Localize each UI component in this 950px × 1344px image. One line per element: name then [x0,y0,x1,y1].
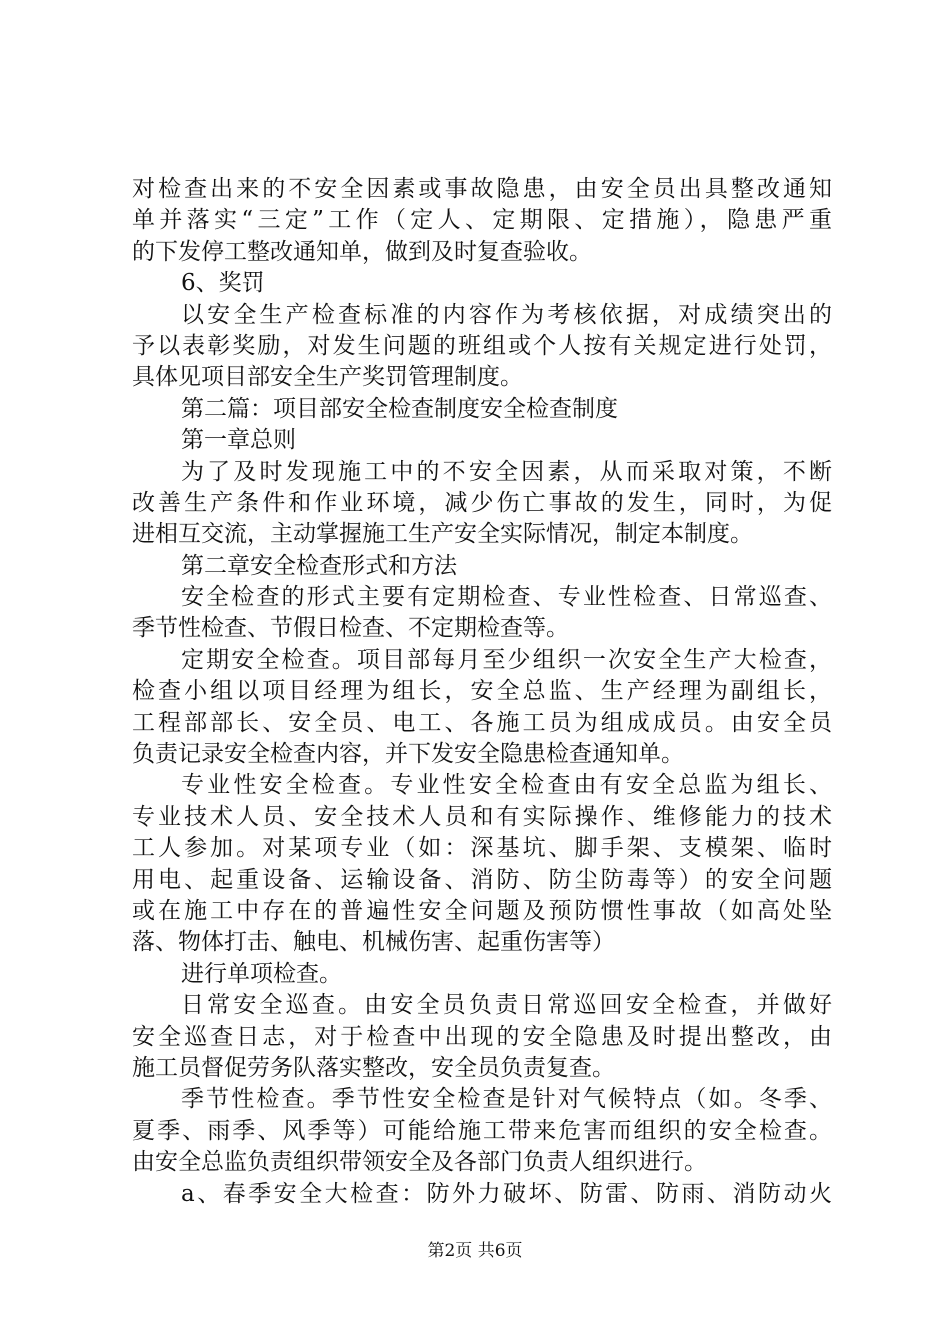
text-line: 第二篇：项目部安全检查制度安全检查制度 [181,395,618,422]
text-line: 季节性检查。季节性安全检查是针对气候特点（如。冬季、 [181,1086,832,1113]
text-line: 用电、起重设备、运输设备、消防、防尘防毒等）的安全问题 [132,866,832,893]
text-line: 季节性检查、节假日检查、不定期检查等。 [132,615,569,642]
text-line: 专业性安全检查。专业性安全检查由有安全总监为组长、 [181,772,832,799]
text-line: 工程部部长、安全员、电工、各施工员为组成成员。由安全员 [132,709,832,736]
text-line: 专业技术人员、安全技术人员和有实际操作、维修能力的技术 [132,803,832,830]
text-line: 安全检查的形式主要有定期检查、专业性检查、日常巡查、 [181,584,832,611]
text-line: 第一章总则 [181,427,296,454]
text-line: 以安全生产检查标准的内容作为考核依据，对成绩突出的 [181,301,832,328]
text-line: 予以表彰奖励，对发生问题的班组或个人按有关规定进行处罚， [132,332,832,359]
text-line: 施工员督促劳务队落实整改，安全员负责复查。 [132,1054,615,1081]
text-line: 进行单项检查。 [181,960,342,987]
text-line: 工人参加。对某项专业（如：深基坑、脚手架、支模架、临时 [132,835,832,862]
text-line: 第二章安全检查形式和方法 [181,552,457,579]
text-line: 进相互交流，主动掌握施工生产安全实际情况，制定本制度。 [132,521,753,548]
text-line: 负责记录安全检查内容，并下发安全隐患检查通知单。 [132,741,684,768]
text-line: 落、物体打击、触电、机械伤害、起重伤害等） [132,929,615,956]
text-line: 改善生产条件和作业环境，减少伤亡事故的发生，同时，为促 [132,489,832,516]
text-line: 检查小组以项目经理为组长，安全总监、生产经理为副组长， [132,678,832,705]
text-line: 夏季、雨季、风季等）可能给施工带来危害而组织的安全检查。 [132,1117,832,1144]
page-footer: 第2页 共6页 [427,1241,523,1261]
document-body [132,174,832,1210]
text-line: 安全巡查日志，对于检查中出现的安全隐患及时提出整改，由 [132,1023,832,1050]
text-line: 或在施工中存在的普遍性安全问题及预防惯性事故（如高处坠 [132,897,832,924]
text-line: 为了及时发现施工中的不安全因素，从而采取对策，不断 [181,458,832,485]
text-line: 日常安全巡查。由安全员负责日常巡回安全检查，并做好 [181,992,832,1019]
text-line: 6、奖罚 [181,270,265,297]
text-line: 具体见项目部安全生产奖罚管理制度。 [132,364,523,391]
text-line: 的下发停工整改通知单，做到及时复查验收。 [132,238,592,265]
text-line: 单并落实“三定”工作（定人、定期限、定措施），隐患严重 [132,207,832,234]
text-line: 对检查出来的不安全因素或事故隐患，由安全员出具整改通知 [132,176,832,202]
text-line: 由安全总监负责组织带领安全及各部门负责人组织进行。 [132,1149,707,1176]
text-line: a、春季安全大检查：防外力破坏、防雷、防雨、消防动火 [181,1180,832,1207]
text-line: 定期安全检查。项目部每月至少组织一次安全生产大检查， [181,646,832,673]
